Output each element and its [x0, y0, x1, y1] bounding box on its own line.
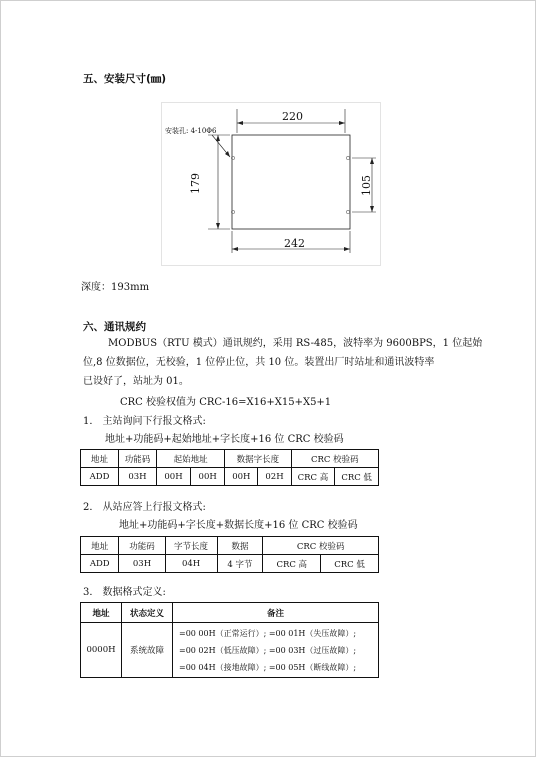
protocol-paragraph-line-1: MODBUS（RTU 模式）通讯规约，采用 RS-485，波特率为 9600BPS，1 位起始 [108, 338, 483, 349]
table-cell: 4 字节 [217, 555, 263, 573]
table-row [81, 603, 379, 623]
hole-label: 安装孔: 4-10Φ6 [165, 127, 217, 135]
item-2-heading: 2． 从站应答上行报文格式: [83, 502, 206, 513]
request-frame-table [80, 449, 379, 486]
dim-top-value: 220 [282, 110, 303, 123]
table-header-cell: 备注 [173, 603, 379, 623]
table-header-cell: CRC 校验码 [263, 537, 379, 555]
table-header-cell: 数据 [217, 537, 263, 555]
section-5-title: 五、安装尺寸(㎜) [83, 73, 167, 85]
table-header-cell: 地址 [81, 450, 119, 468]
table-cell: CRC 高 [291, 468, 335, 486]
table-header-cell: 地址 [81, 603, 122, 623]
dim-bottom-value: 242 [284, 237, 305, 250]
table-cell: CRC 高 [263, 555, 321, 573]
table-header-cell: 地址 [81, 537, 119, 555]
table-cell: CRC 低 [321, 555, 379, 573]
remark-line: =00 02H（低压故障）; =00 03H（过压故障）; [179, 645, 357, 655]
table-cell: 02H [258, 468, 291, 486]
table-header-cell: 功能码 [119, 537, 165, 555]
table-cell: ADD [81, 468, 119, 486]
protocol-paragraph-line-2: 位,8 位数据位，无校验，1 位停止位，共 10 位。装置出厂时站址和通讯波特率 [83, 357, 435, 368]
table-header-cell: 数据字长度 [225, 450, 291, 468]
table-cell: 03H [119, 468, 157, 486]
item-3-heading: 3． 数据格式定义: [83, 587, 166, 598]
response-frame-table [80, 536, 379, 573]
data-format-table [80, 602, 379, 678]
table-cell: ADD [81, 555, 119, 573]
panel-outline [232, 135, 350, 229]
protocol-paragraph-line-3: 已设好了，站址为 01。 [83, 376, 189, 387]
item-1-formula: 地址+功能码+起始地址+字长度+16 位 CRC 校验码 [105, 434, 344, 445]
mount-hole [346, 210, 349, 213]
table-row [81, 537, 379, 555]
table-row [81, 623, 379, 678]
table-cell: 0000H [81, 623, 122, 678]
table-cell: 00H [191, 468, 225, 486]
table-header-cell: 起始地址 [156, 450, 224, 468]
item-2-formula: 地址+功能码+字长度+数据长度+16 位 CRC 校验码 [119, 520, 358, 531]
table-header-cell: 字节长度 [165, 537, 217, 555]
section-6-title: 六、通讯规约 [83, 321, 146, 333]
mounting-dimension-diagram [161, 102, 381, 266]
mount-hole [346, 156, 349, 159]
table-row [81, 468, 379, 486]
table-cell: 03H [119, 555, 165, 573]
table-cell: 00H [225, 468, 258, 486]
table-cell: CRC 低 [335, 468, 379, 486]
table-header-cell: 状态定义 [122, 603, 173, 623]
table-cell: 00H [156, 468, 190, 486]
table-cell: 04H [165, 555, 217, 573]
table-cell: 系统故障 [122, 623, 173, 678]
table-row [81, 555, 379, 573]
item-1-heading: 1． 主站询问下行报文格式: [83, 416, 206, 427]
remark-line: =00 04H（接地故障）; =00 05H（断线故障）; [179, 662, 357, 672]
table-header-cell: CRC 校验码 [291, 450, 378, 468]
remark-line: =00 00H（正常运行）; =00 01H（失压故障）; [179, 628, 357, 638]
dim-left-value: 179 [189, 173, 202, 194]
remarks-cell [173, 623, 379, 678]
depth-text: 深度：193mm [81, 282, 150, 293]
dim-right-value: 105 [360, 175, 373, 196]
table-header-cell: 功能码 [119, 450, 157, 468]
crc-formula: CRC 校验权值为 CRC-16=X16+X15+X5+1 [120, 397, 332, 408]
table-row [81, 450, 379, 468]
